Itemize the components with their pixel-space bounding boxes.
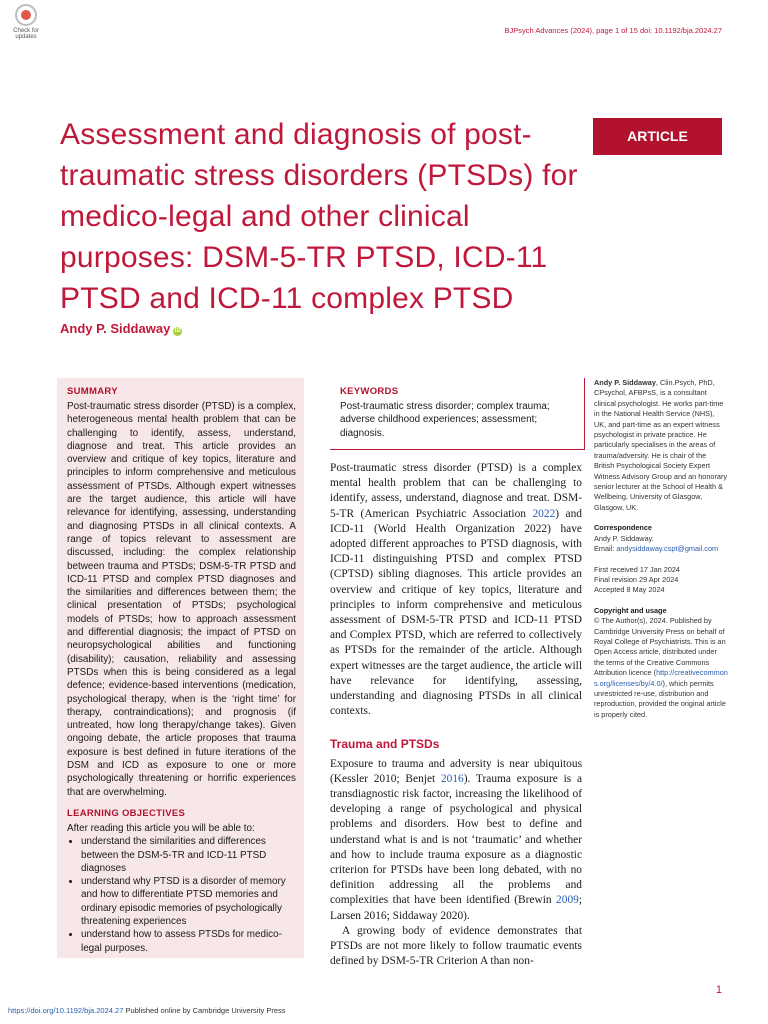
learning-objectives-heading: LEARNING OBJECTIVES xyxy=(67,807,186,819)
author-name: Andy P. Siddaway xyxy=(60,321,171,336)
citation-link[interactable]: 2016 xyxy=(440,772,464,785)
footer xyxy=(8,1006,286,1015)
running-head: BJPsych Advances (2024), page 1 of 15 doi: 10.1192/bja.2024.27 xyxy=(504,26,722,35)
bio-name: Andy P. Siddaway xyxy=(594,378,656,387)
summary-heading: SUMMARY xyxy=(67,386,118,397)
page-number: 1 xyxy=(715,984,722,996)
orcid-icon[interactable]: iD xyxy=(174,328,181,334)
crossmark-icon xyxy=(15,4,37,26)
doi-link[interactable]: https://doi.org/10.1192/bja.2024.27 xyxy=(8,1006,124,1015)
email-link[interactable]: andysiddaway.cspt@gmail.com xyxy=(616,544,719,554)
list-item: • understand why PTSD is a disorder of memory and how to differentiate PTSD memories and ordinary episodic memories of psychologically threatening experiences xyxy=(81,875,296,928)
copyright-text: © The Author(s), 2024. Published by Cambridge University Press on behalf of Royal College of Psychiatrists. This is an Open Access article, distributed under the terms of the Creative Commons Attribution licence (http://creativecommons.org/licenses/by/4.0/), which permits unrestricted re-use, distribution and reproduction, provided the original article is properly cited. xyxy=(594,616,728,719)
learning-objectives-list xyxy=(67,835,296,955)
list-item: • understand how to assess PTSDs for medico-legal purposes. xyxy=(81,928,296,955)
summary-text: Post-traumatic stress disorder (PTSD) is a complex, heterogeneous mental health problem that can be challenging to identify, assess, understand, diagnose and treat. This article provides an overview and critique of key topics, literature and principles to inform comprehensive and meticulous assessment of PTSDs. Although expert witnesses are the target audience, this article will have relevance for identifying, assessing, understanding and diagnosing PTSDs in all clinical contexts. A range of topics relevant to assessment are discussed, including: the complex relationship between trauma and PTSDs; DSM-5-TR PTSD and ICD-11 PTSD and complex PTSD diagnoses and the similarities and differences between them; the clinical presentation of PTSDs; psychological models of PTSDs; how to approach assessment and differential diagnosis; the impact of PTSD on neuropsychological abilities and functioning (disability); causation, reliability and assessing PTSDs when this is being considered as a legal defence; evidence-based interventions (medication, psychological therapy, when is the ‘right time’ for therapy, contraindications); and prognosis (if untreated, how long therapy/change takes). Given ongoing debate, the article proposes that trauma exposure is best defined in future iterations of the DSM and ICD as exposure to one or more psychologically threatening or horrific experiences that are overwhelming. xyxy=(67,401,296,798)
summary-box xyxy=(57,378,304,958)
intro-paragraph: Post-traumatic stress disorder (PTSD) is a complex mental health problem that can be challenging to identify, assess, understand, diagnose and treat. DSM-5-TR (American Psychiatric Association 2022) and ICD-11 (World Health Organization 2022) have adopted different approaches to PTSD diagnosis, with ICD-11 distinguishing PTSD and complex PTSD (CPTSD) sibling diagnoses. This article provides an overview and critique of key topics, literature and principles to inform comprehensive and meticulous assessment of DSM-5-TR PTSD and ICD-11 PTSD and Complex PTSD, which are referred to collectively as PTSDs for the remainder of the article. Although expert witnesses are the target audience, the article will have relevance for identifying, assessing, understanding and diagnosing PTSDs in all clinical contexts. xyxy=(330,462,582,718)
revision-date: Final revision 29 Apr 2024 xyxy=(594,574,679,584)
article-title: Assessment and diagnosis of post-traumatic stress disorders (PTSDs) for medico-legal and other clinical purposes: DSM-5-TR PTSD, ICD-11 PTSD and ICD-11 complex PTSD xyxy=(60,118,578,315)
author-line xyxy=(60,321,182,336)
license-link[interactable]: http://creativecommons.org/licenses/by/4.0/ xyxy=(594,668,728,688)
author-bio: Andy P. Siddaway, Clin.Psych, PhD, CPsychol, AFBPsS, is a consultant clinical psychologist. He works part-time in the National Health Service (NHS), UK, and part-time as an expert witness psychologist in private practice. He particularly specialises in the areas of trauma/adversity. He is chair of the British Psychological Society Expert Witness Advisory Group and an honorary senior lecturer at the School of Health & Wellbeing, University of Glasgow, Glasgow, UK. xyxy=(594,378,728,512)
copyright-heading: Copyright and usage xyxy=(594,605,667,615)
correspondence-heading: Correspondence xyxy=(594,523,652,533)
body-column xyxy=(330,461,582,970)
accepted-date: Accepted 8 May 2024 xyxy=(594,585,665,595)
check-for-updates-badge[interactable] xyxy=(6,4,46,46)
keywords-heading: KEYWORDS xyxy=(340,386,399,397)
badge-label: Check for updates xyxy=(13,28,39,40)
received-date: First received 17 Jan 2024 xyxy=(594,564,680,574)
citation-link[interactable]: 2022 xyxy=(532,507,556,520)
article-type-label: ARTICLE xyxy=(593,118,722,155)
body-paragraph: Exposure to trauma and adversity is near ubiquitous (Kessler 2010; Benjet 2016). Trauma exposure is a transdiagnostic risk factor, increasing the likelihood of developing a range of psychological and physical problems and disorders. How best to define and understand what is and is not ‘traumatic’ and whether and how to include trauma exposure as a diagnostic criterion for PTSDs have been long debated, with no definition addressing all the problems and complexities that have been identified (Brewin 2009; Larsen 2016; Siddaway 2020). xyxy=(330,757,582,922)
keywords-box xyxy=(330,378,585,450)
side-column xyxy=(594,378,728,720)
correspondence-name: Andy P. Siddaway. xyxy=(594,533,654,543)
list-item: • understand the similarities and differences between the DSM-5-TR and ICD-11 PTSD diagnoses xyxy=(81,835,296,875)
correspondence-email: Email: andysiddaway.cspt@gmail.com xyxy=(594,544,719,554)
body-paragraph: A growing body of evidence demonstrates that PTSDs are not more likely to follow traumatic events defined by DSM-5-TR Criterion A than non- xyxy=(330,924,582,968)
published-note: Published online by Cambridge University Press xyxy=(123,1006,286,1015)
learning-objectives-intro: After reading this article you will be able to: xyxy=(67,822,255,834)
citation-link[interactable]: 2009 xyxy=(556,894,579,907)
section-heading: Trauma and PTSDs xyxy=(330,737,440,752)
keywords-text: Post-traumatic stress disorder; complex trauma; adverse childhood experiences; assessment; diagnosis. xyxy=(340,401,550,439)
